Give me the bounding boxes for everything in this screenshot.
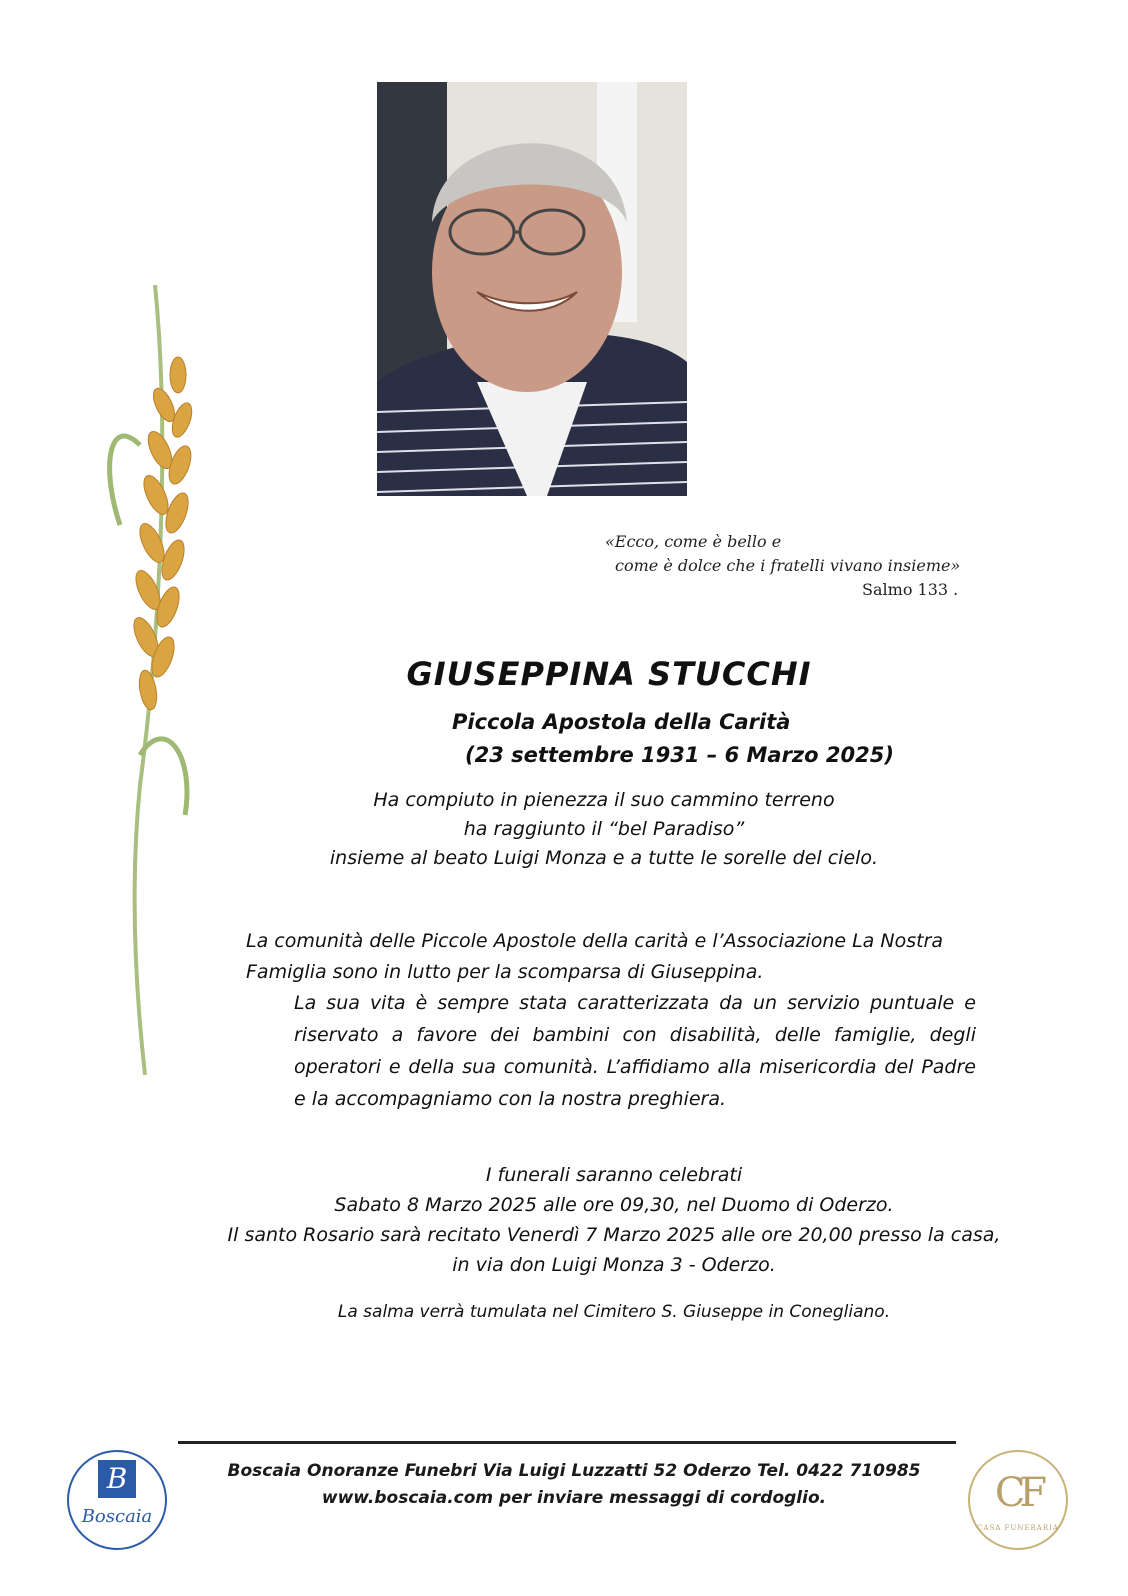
deceased-title: Piccola Apostola della Carità	[452, 710, 791, 734]
quote-line-2: come è dolce che i fratelli vivano insieme»	[615, 556, 961, 575]
quote-source: Salmo 133 .	[862, 580, 959, 599]
boscaia-logo-name: Boscaia	[81, 1506, 153, 1527]
casa-funeraria-name: CASA FUNERARIA	[977, 1524, 1059, 1532]
funeral-line-3: Il santo Rosario sarà recitato Venerdì 7 Marzo 2025 alle ore 20,00 presso la casa,	[227, 1224, 1001, 1246]
deceased-name: GIUSEPPINA STUCCHI	[406, 655, 812, 693]
casa-funeraria-logo	[968, 1450, 1068, 1550]
intro-text	[0, 786, 1128, 873]
life-dates: (23 settembre 1931 – 6 Marzo 2025)	[465, 743, 894, 767]
funeral-line-1: I funerali saranno celebrati	[485, 1164, 743, 1186]
portrait-photo	[377, 82, 687, 496]
boscaia-logo-letter: B	[98, 1460, 136, 1498]
footer-divider	[178, 1441, 956, 1444]
intro-line-2: ha raggiunto il “bel Paradiso”	[463, 818, 745, 840]
footer-address: Boscaia Onoranze Funebri Via Luigi Luzzatti 52 Oderzo Tel. 0422 710985	[227, 1461, 921, 1481]
community-paragraph-1: La comunità delle Piccole Apostole della carità e l’Associazione La Nostra Famiglia sono in lutto per la scomparsa di Giuseppina.	[246, 930, 943, 983]
casa-funeraria-mark: CF	[994, 1470, 1042, 1516]
burial-info: La salma verrà tumulata nel Cimitero S. Giuseppe in Conegliano.	[337, 1302, 891, 1322]
psalm-quote	[605, 530, 960, 602]
funeral-line-2: Sabato 8 Marzo 2025 alle ore 09,30, nel Duomo di Oderzo.	[334, 1194, 894, 1216]
intro-line-3: insieme al beato Luigi Monza e a tutte le sorelle del cielo.	[329, 847, 879, 869]
quote-line-1: «Ecco, come è bello e	[605, 532, 782, 551]
intro-line-1: Ha compiuto in pienezza il suo cammino terreno	[373, 789, 835, 811]
funeral-line-4: in via don Luigi Monza 3 - Oderzo.	[452, 1254, 776, 1276]
funeral-info	[0, 1160, 1128, 1280]
footer-contact	[0, 1458, 1128, 1512]
community-paragraph-2: La sua vita è sempre stata caratterizzata da un servizio puntuale e riservato a favore dei bambini con disabilità, delle famiglie, degli operatori e della sua comunità. L’affidiamo alla misericordia del Padre e la accompagniamo con la nostra preghiera.	[294, 992, 976, 1110]
footer-website[interactable]: www.boscaia.com per inviare messaggi di cordoglio.	[321, 1488, 827, 1508]
